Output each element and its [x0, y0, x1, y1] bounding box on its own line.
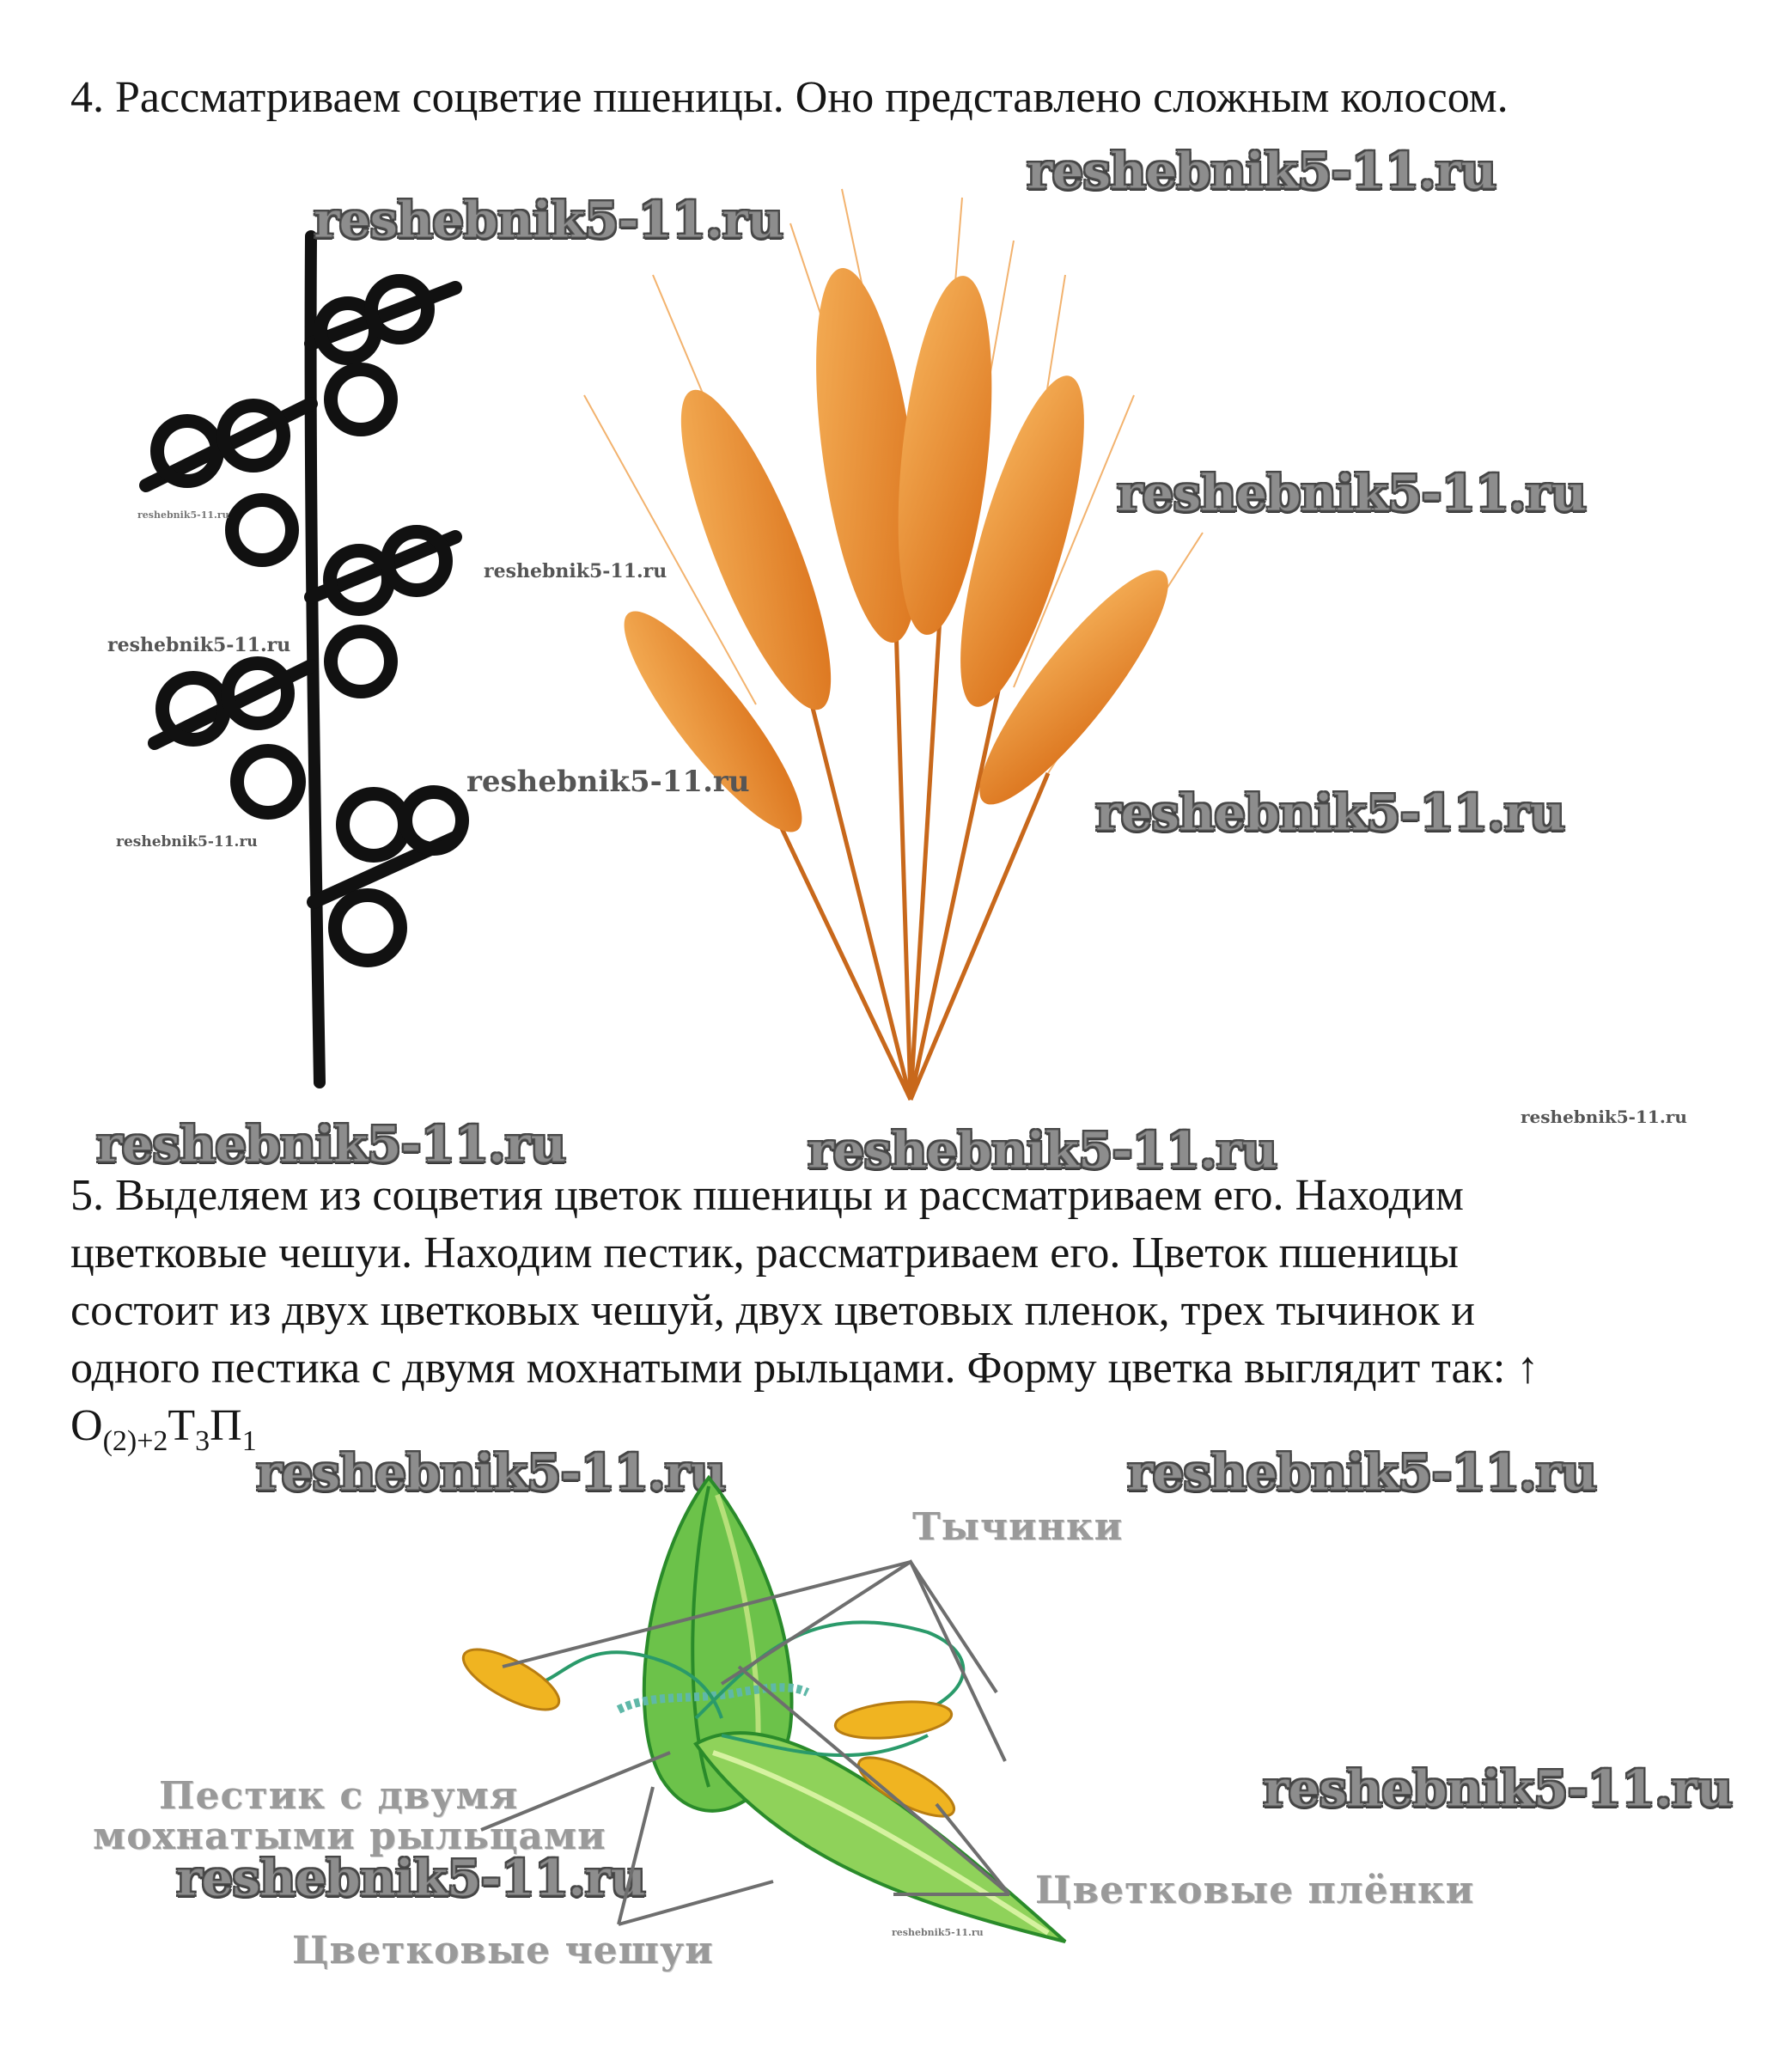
label-films: Цветковые плёнки — [1035, 1869, 1475, 1912]
watermark: reshebnik5-11.ru — [466, 765, 750, 799]
label-stamens: Тычинки — [912, 1505, 1124, 1549]
label-pistil-line-2: мохнатыми рыльцами — [93, 1814, 606, 1858]
watermark: reshebnik5-11.ru — [808, 1121, 1277, 1180]
watermark: reshebnik5-11.ru — [314, 191, 783, 249]
watermark: reshebnik5-11.ru — [176, 1849, 646, 1907]
label-scales: Цветковые чешуи — [292, 1929, 714, 1973]
paragraph-5-line-4: одного пестика с двумя мохнатыми рыльцами. Форму цветка выглядит так: ↑ — [70, 1344, 1539, 1393]
wheat-image — [533, 172, 1323, 1143]
watermark: reshebnik5-11.ru — [256, 1443, 726, 1502]
watermark: reshebnik5-11.ru — [1117, 464, 1587, 522]
watermark: reshebnik5-11.ru — [1521, 1107, 1687, 1127]
watermark: reshebnik5-11.ru — [1095, 784, 1565, 842]
watermark: reshebnik5-11.ru — [892, 1927, 984, 1938]
paragraph-5-line-3: состоит из двух цветковых чешуй, двух цветовых пленок, трех тычинок и — [70, 1286, 1475, 1335]
paragraph-5-line-1: 5. Выделяем из соцветия цветок пшеницы и рассматриваем его. Находим — [70, 1171, 1464, 1220]
inflorescence-diagram — [129, 219, 515, 1095]
watermark: reshebnik5-11.ru — [107, 634, 291, 656]
watermark: reshebnik5-11.ru — [137, 509, 229, 521]
paragraph-4: 4. Рассматриваем соцветие пшеницы. Оно представлено сложным колосом. — [70, 73, 1509, 122]
label-pistil-line-1: Пестик с двумя — [159, 1774, 519, 1818]
watermark: reshebnik5-11.ru — [1127, 1443, 1597, 1502]
flower-formula: $О_{(2)+2}Т_3П_1$ — [70, 1401, 257, 1457]
watermark: reshebnik5-11.ru — [116, 833, 258, 851]
watermark: reshebnik5-11.ru — [1027, 142, 1496, 200]
paragraph-5-line-2: цветковые чешуи. Находим пестик, рассматриваем его. Цветок пшеницы — [70, 1229, 1459, 1277]
watermark: reshebnik5-11.ru — [96, 1115, 566, 1174]
watermark: reshebnik5-11.ru — [484, 560, 667, 582]
watermark: reshebnik5-11.ru — [1263, 1759, 1733, 1818]
